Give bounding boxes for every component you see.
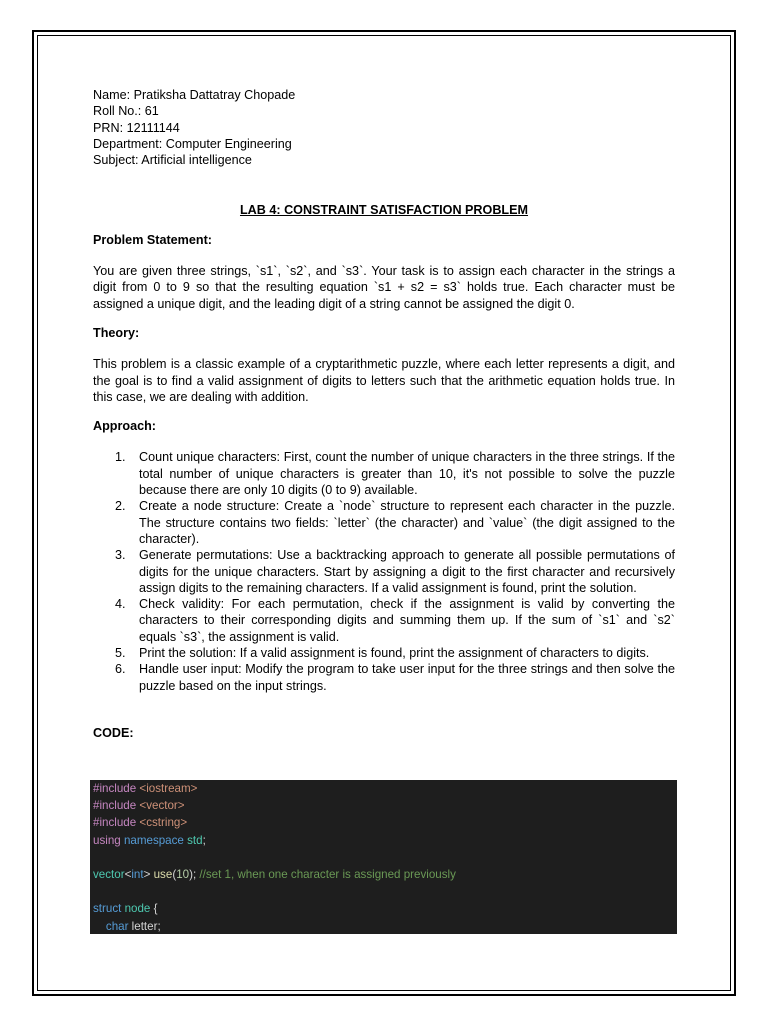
code-token: {: [150, 902, 158, 916]
department: Department: Computer Engineering: [93, 136, 292, 151]
code-token: >: [143, 867, 154, 881]
approach-heading: Approach:: [93, 419, 156, 434]
list-item: [93, 498, 675, 547]
step-text: Check validity: For each permutation, check if the assignment is valid by converting the characters to their corresponding digits and summing them up. If the sum of `s1` and `s2` equals `s3`, the assignment is valid.: [139, 597, 675, 644]
code-token: struct: [93, 902, 122, 916]
approach-steps: [93, 449, 675, 693]
list-item: [93, 547, 675, 596]
code-token: ;: [202, 833, 206, 847]
code-token: );: [189, 867, 200, 881]
problem-heading: Problem Statement:: [93, 232, 212, 247]
code-token: node: [121, 902, 151, 916]
subject: Subject: Artificial intelligence: [93, 153, 252, 168]
step-text: Generate permutations: Use a backtracking approach to generate all possible permutations of digits for the unique characters. Start by assigning a digit to the first character and recursively assign digits to the remaining characters. If a valid assignment is found, print the solution.: [139, 548, 675, 595]
code-token: int: [131, 867, 144, 881]
code-token: vector: [93, 867, 125, 881]
code-token: <vector>: [136, 799, 185, 813]
code-token: char: [105, 919, 129, 933]
step-text: Handle user input: Modify the program to take user input for the three strings and then solve the puzzle based on the input strings.: [139, 662, 675, 693]
code-token: 10: [176, 867, 190, 881]
step-number: 6.: [115, 662, 126, 677]
code-line: [93, 780, 677, 797]
code-token: <: [124, 867, 132, 881]
code-token: //set 1, when one character is assigned previously: [199, 867, 456, 881]
code-token: #include: [93, 816, 137, 830]
step-text: Print the solution: If a valid assignment is found, print the assignment of characters to digits.: [139, 646, 650, 661]
step-number: 1.: [115, 450, 126, 465]
problem-text: You are given three strings, `s1`, `s2`, and `s3`. Your task is to assign each character in the strings a digit from 0 to 9 so that the resulting equation `s1 + s2 = s3` holds true. Each character must be assigned a unique digit, and the leading digit of a string cannot be assigned the digit 0.: [93, 264, 675, 311]
code-line: [93, 900, 677, 917]
step-number: 3.: [115, 548, 126, 563]
roll-number: Roll No.: 61: [93, 104, 159, 119]
list-item: [93, 661, 675, 694]
code-token: #include: [93, 782, 137, 795]
step-number: 4.: [115, 597, 126, 612]
code-token: ;: [157, 919, 161, 933]
code-token: #include: [93, 799, 137, 813]
code-line: [93, 797, 677, 814]
list-item: [93, 645, 675, 661]
step-text: Create a node structure: Create a `node` structure to represent each character in the puzzle. The structure contains two fields: `letter` (the character) and `value` (the digit assigned to the character).: [139, 499, 675, 546]
code-line-blank: [93, 883, 677, 900]
step-number: 5.: [115, 646, 126, 661]
code-token: letter: [128, 919, 158, 933]
code-token: std: [183, 833, 203, 847]
code-line: [93, 832, 677, 849]
code-line: [93, 814, 677, 831]
code-token: use: [153, 867, 173, 881]
code-block: [90, 780, 677, 934]
student-name: Name: Pratiksha Dattatray Chopade: [93, 88, 296, 102]
code-token: using: [93, 833, 121, 847]
code-line-blank: [93, 849, 677, 866]
document-body: [93, 87, 675, 741]
list-item: [93, 596, 675, 645]
theory-heading: Theory:: [93, 325, 140, 340]
code-token: <cstring>: [136, 816, 188, 830]
lab-title: LAB 4: CONSTRAINT SATISFACTION PROBLEM: [239, 203, 529, 218]
code-token: (: [172, 867, 177, 881]
student-info: [93, 87, 675, 168]
code-token: namespace: [120, 833, 184, 847]
code-heading: CODE:: [93, 725, 134, 740]
step-text: Count unique characters: First, count the number of unique characters in the three strings. If the total number of unique characters is greater than 10, it's not possible to solve the puzzle because there are only 10 digits (0 to 9) available.: [139, 450, 675, 498]
code-token: [93, 920, 106, 933]
list-item: [93, 449, 675, 498]
step-number: 2.: [115, 499, 126, 514]
theory-text: This problem is a classic example of a cryptarithmetic puzzle, where each letter represents a digit, and the goal is to find a valid assignment of digits to letters such that the arithmetic equation holds true. In this case, we are dealing with addition.: [93, 357, 675, 404]
code-line: [93, 918, 677, 935]
prn-number: PRN: 12111144: [93, 120, 180, 135]
code-token: <iostream>: [136, 782, 198, 795]
code-line: [93, 866, 677, 883]
